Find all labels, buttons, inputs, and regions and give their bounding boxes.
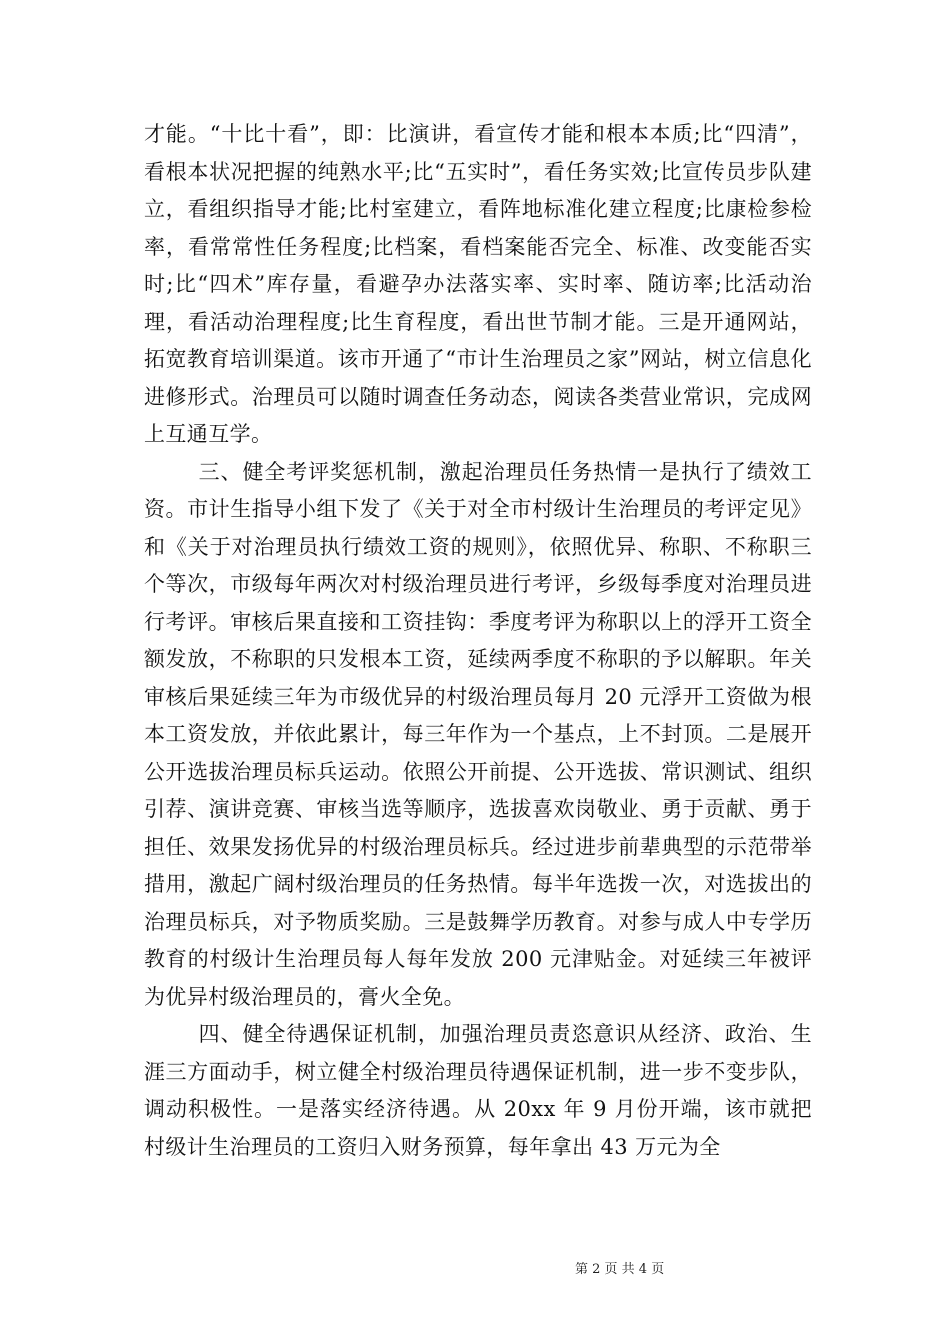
page-number-footer: 第 2 页 共 4 页: [575, 1262, 665, 1277]
paragraph-2: 三、健全考评奖惩机制，激起治理员任务热情一是执行了绩效工资。市计生指导小组下发了《关于对全市村级计生治理员的考评定见》和《关于对治理员执行绩效工资的规则》，依照优异、称职、不称职三个等次，市级每年两次对村级治理员进行考评，乡级每季度对治理员进行考评。审核后果直接和工资挂钩：季度考评为称职以上的浮开工资全额发放，不称职的只发根本工资，延续两季度不称职的予以解职。年关审核后果延续三年为市级优异的村级治理员每月 20 元浮开工资做为根本工资发放，并依此累计，每三年作为一个基点，上不封顶。二是展开公开选拔治理员标兵运动。依照公开前提、公开选拔、常识测试、组织引荐、演讲竞赛、审核当选等顺序，选拔喜欢岗敬业、勇于贡献、勇于担任、效果发扬优异的村级治理员标兵。经过进步前辈典型的示范带举措用，激起广阔村级治理员的任务热情。每半年选拨一次，对选拔出的治理员标兵，对予物质奖励。三是鼓舞学历教育。对参与成人中专学历教育的村级计生治理员每人每年发放 200 元津贴金。对延续三年被评为优异村级治理员的，膏火全免。: [144, 459, 812, 1009]
body-text: [144, 116, 812, 1166]
paragraph-1: 才能。“十比十看”，即：比演讲，看宣传才能和根本本质;比“四清”，看根本状况把握的纯熟水平;比“五实时”，看任务实效;比宣传员步队建立，看组织指导才能;比村室建立，看阵地标准化建立程度;比康检参检率，看常常性任务程度;比档案，看档案能否完全、标准、改变能否实时;比“四术”库存量，看避孕办法落实率、实时率、随访率;比活动治理，看活动治理程度;比生育程度，看出世节制才能。三是开通网站，拓宽教育培训渠道。该市开通了“市计生治理员之家”网站，树立信息化进修形式。治理员可以随时调查任务动态，阅读各类营业常识，完成网上互通互学。: [144, 122, 812, 446]
paragraph-3: 四、健全待遇保证机制，加强治理员责恣意识从经济、政治、生涯三方面动手，树立健全村级治理员待遇保证机制，进一步不变步队，调动积极性。一是落实经济待遇。从 20xx 年 9 月份开端，该市就把村级计生治理员的工资归入财务预算，每年拿出 43 万元为全: [144, 1022, 812, 1159]
